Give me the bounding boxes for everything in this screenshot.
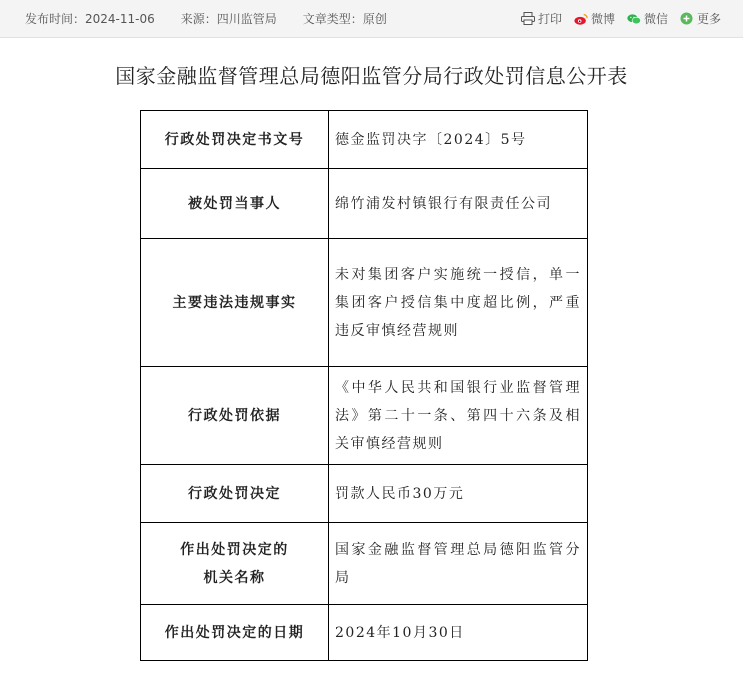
weibo-icon xyxy=(574,12,588,26)
article-type: 文章类型：原创 xyxy=(302,12,387,26)
weibo-share-button[interactable]: 微博 xyxy=(574,10,615,27)
article-meta-bar xyxy=(0,0,743,38)
penalty-info-table xyxy=(140,110,588,661)
page-title: 国家金融监督管理总局德阳监管分局行政处罚信息公开表 xyxy=(115,64,628,88)
row-label: 行政处罚依据 xyxy=(141,367,329,465)
row-value: 国家金融监督管理总局德阳监管分局 xyxy=(329,523,588,605)
row-value: 罚款人民币30万元 xyxy=(329,465,588,523)
more-share-button[interactable]: 更多 xyxy=(680,10,721,27)
table-row xyxy=(141,169,588,239)
row-label: 被处罚当事人 xyxy=(141,169,329,239)
publish-time: 发布时间：2024-11-06 xyxy=(25,12,155,26)
row-label: 主要违法违规事实 xyxy=(141,239,329,367)
table-row xyxy=(141,523,588,605)
print-button[interactable]: 打印 xyxy=(521,10,562,27)
share-bar xyxy=(521,10,721,27)
table-row xyxy=(141,367,588,465)
source: 来源：四川监管局 xyxy=(180,12,277,26)
row-value: 《中华人民共和国银行业监督管理法》第二十一条、第四十六条及相关审慎经营规则 xyxy=(329,367,588,465)
table-row xyxy=(141,239,588,367)
row-value: 2024年10月30日 xyxy=(329,605,588,661)
table-row xyxy=(141,111,588,169)
table-row xyxy=(141,605,588,661)
wechat-share-button[interactable]: 微信 xyxy=(627,10,668,27)
article-meta xyxy=(25,10,387,27)
printer-icon xyxy=(521,12,535,26)
table-row xyxy=(141,465,588,523)
row-label: 作出处罚决定的日期 xyxy=(141,605,329,661)
row-label xyxy=(141,523,329,605)
row-value: 德金监罚决字〔2024〕5号 xyxy=(329,111,588,169)
row-value: 绵竹浦发村镇银行有限责任公司 xyxy=(329,169,588,239)
wechat-icon xyxy=(627,12,641,26)
row-label-line: 机关名称 xyxy=(203,569,266,586)
row-label: 行政处罚决定书文号 xyxy=(141,111,329,169)
row-label: 行政处罚决定 xyxy=(141,465,329,523)
plus-circle-icon xyxy=(680,12,694,26)
row-value: 未对集团客户实施统一授信，单一集团客户授信集中度超比例，严重违反审慎经营规则 xyxy=(329,239,588,367)
row-label-line: 作出处罚决定的 xyxy=(180,541,289,558)
